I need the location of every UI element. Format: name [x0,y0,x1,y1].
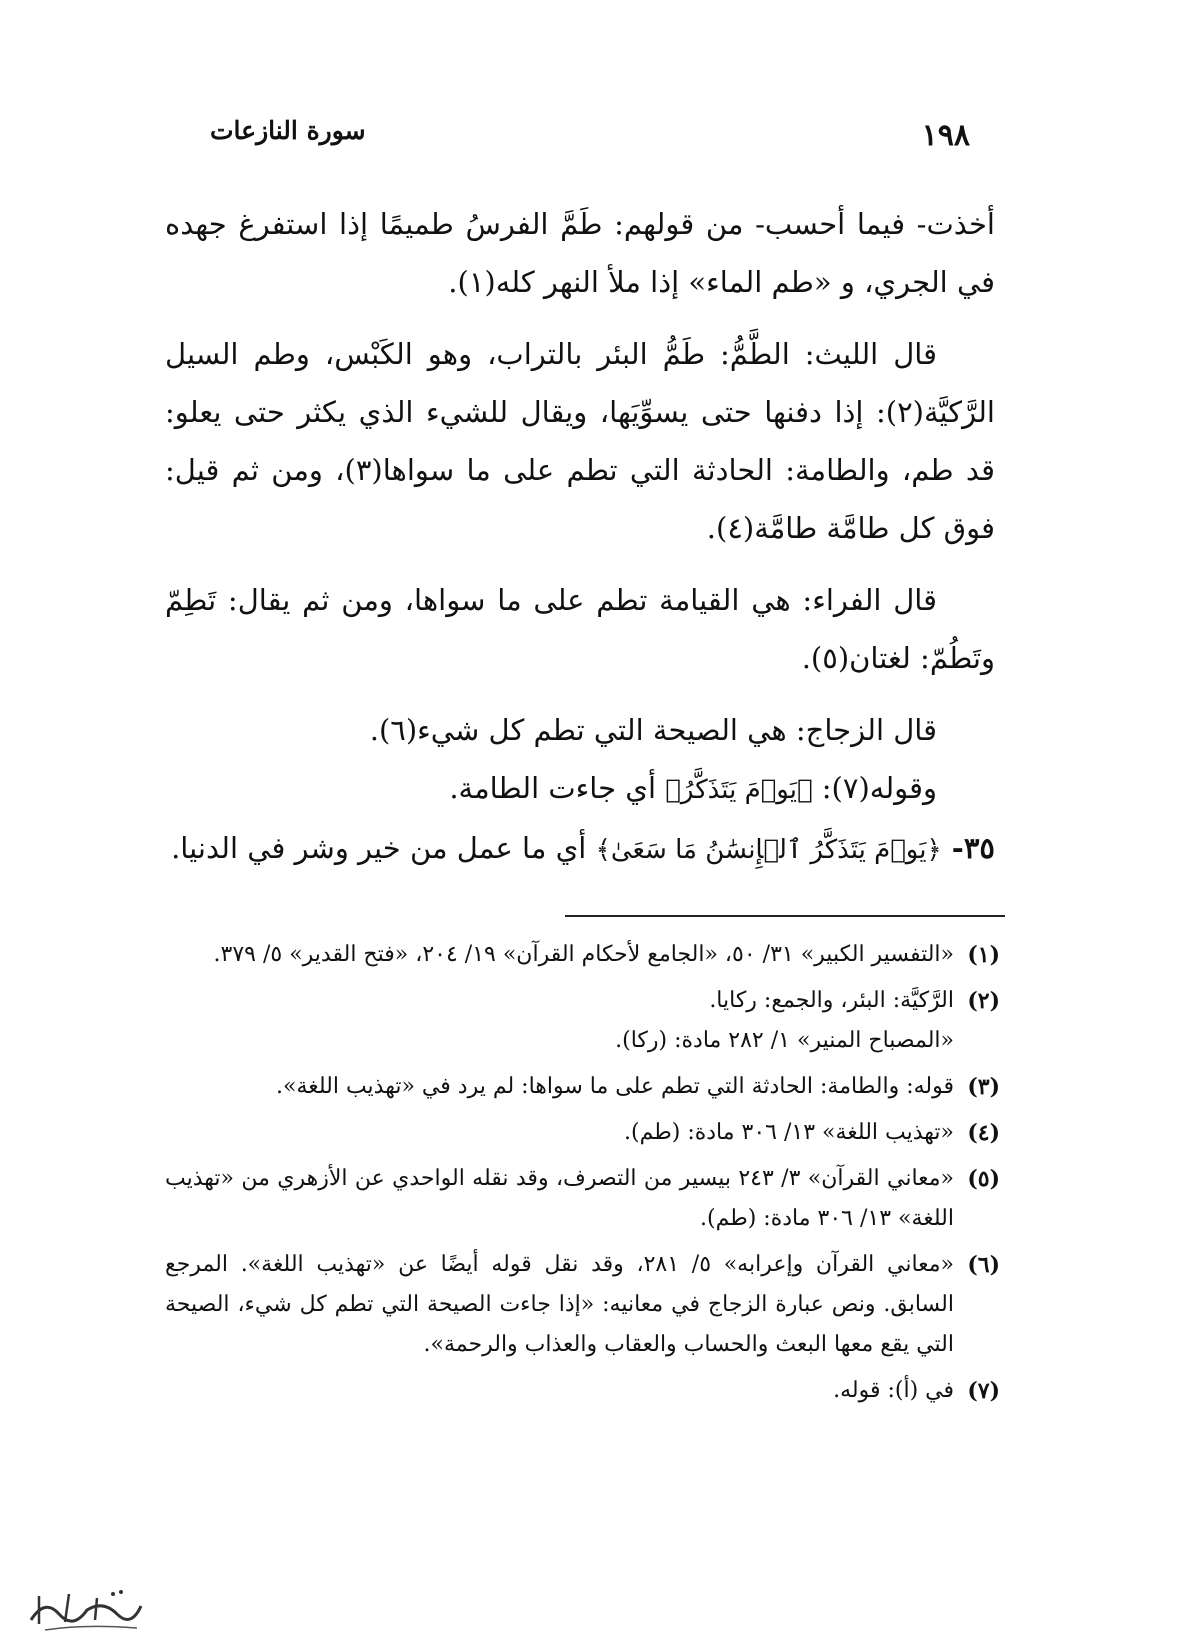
paragraph-3: قال الفراء: هي القيامة تطم على ما سواها، ومن ثم يقال: تَطِمّ وتَطُمّ: لغتان(٥). [165,583,995,675]
footnote-separator [565,915,1005,917]
paragraph-5-suffix: أي جاءت الطامة. [449,771,666,805]
footnote-text: الرَّكيَّة: البئر، والجمع: ركايا. [709,988,954,1013]
footnote [165,1245,1000,1365]
footnote-number: (٣) [967,1074,1000,1100]
footnote [165,1371,1000,1411]
footnotes [165,935,1000,1417]
quran-verse-1: ﴿يَوۡمَ يَتَذَكَّرُ﴾ [665,775,813,805]
footnote [165,981,1000,1061]
verse-number: ٣٥- [941,831,995,865]
footnote-number: (٥) [967,1166,1000,1192]
footnote-text: «معاني القرآن وإعرابه» ٥/ ٢٨١، وقد نقل قوله أيضًا عن «تهذيب اللغة». المرجع السابق. ونص عبارة الزجاج في معانيه: «إذا جاءت الصيحة التي تطم كل شيء، الصيحة التي يقع معها البعث والحساب والعقاب والعذاب والرحمة». [165,1252,955,1357]
footnote-text: قوله: والطامة: الحادثة التي تطم على ما سواها: لم يرد في «تهذيب اللغة». [275,1074,954,1099]
running-title: سورة النازعات [210,116,366,145]
footnote-number: (١) [967,942,1000,968]
calligraphy-logo-icon [25,1580,145,1635]
quran-verse-2: ﴿يَوۡمَ يَتَذَكَّرُ ٱلۡإِنسَٰنُ مَا سَعَىٰ﴾ [595,835,942,865]
footnote-text: «التفسير الكبير» ٣١/ ٥٠، «الجامع لأحكام القرآن» ١٩/ ٢٠٤، «فتح القدير» ٥/ ٣٧٩. [213,942,954,967]
paragraph-5 [165,759,995,819]
paragraph-6 [165,819,995,879]
paragraph-5-prefix: وقوله(٧): [812,771,937,805]
footnote-text: «معاني القرآن» ٣/ ٢٤٣ بيسير من التصرف، وقد نقله الواحدي عن الأزهري من «تهذيب اللغة» ١٣/ ٣٠٦ مادة: (طم). [165,1166,955,1231]
footnote-number: (٤) [967,1120,1000,1146]
paragraph-1: أخذت- فيما أحسب- من قولهم: طَمَّ الفرسُ طميمًا إذا استفرغ جهده في الجري، و «طم الماء» إذا ملأ النهر كله(١). [165,207,995,299]
footnote-number: (٧) [967,1378,1000,1404]
footnote [165,1113,1000,1153]
footnote [165,935,1000,975]
footnote [165,1067,1000,1107]
page-number: ١٩٨ [921,118,970,153]
page-header [200,112,970,162]
paragraph-2: قال الليث: الطَّمُّ: طَمُّ البئر بالتراب، وهو الكَبْس، وطم السيل الرَّكيَّة(٢): إذا دفنها حتى يسوِّيَها، ويقال للشيء الذي يكثر حتى يعلو: قد طم، والطامة: الحادثة التي تطم على ما سواها(٣)، ومن ثم قيل: فوق كل طامَّة طامَّة(٤). [165,337,995,545]
main-text [165,195,995,879]
footnote-number: (٦) [967,1252,1000,1278]
footnote [165,1159,1000,1239]
paragraph-4: قال الزجاج: هي الصيحة التي تطم كل شيء(٦). [369,713,937,747]
paragraph-6-suffix: أي ما عمل من خير وشر في الدنيا. [171,831,596,865]
footnote-number: (٢) [967,988,1000,1014]
footnote-text: في (أ): قوله. [833,1378,954,1403]
footnote-text: «تهذيب اللغة» ١٣/ ٣٠٦ مادة: (طم). [624,1120,954,1145]
footnote-text: «المصباح المنير» ١/ ٢٨٢ مادة: (ركا). [615,1028,954,1053]
